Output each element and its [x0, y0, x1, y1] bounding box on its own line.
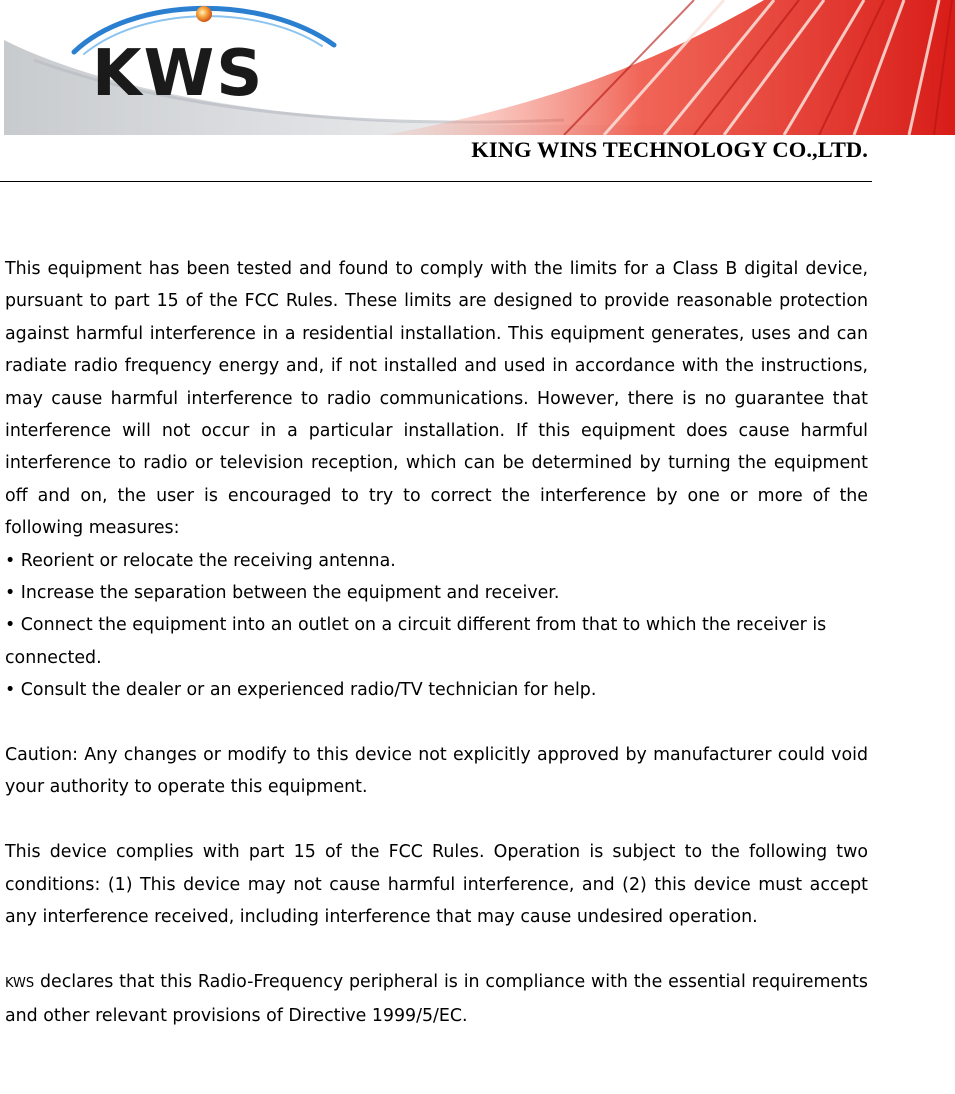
compliance-paragraph: This device complies with part 15 of the FCC Rules. Operation is subject to the following two conditions: (1) This device may not cause harmful interference, and (2) this device must accept any interference received, including interference that may cause undesired operation. [5, 842, 868, 928]
caution-paragraph: Caution: Any changes or modify to this device not explicitly approved by manufacturer could void your authority to operate this equipment. [5, 745, 868, 798]
fcc-statement-paragraph: This equipment has been tested and found to comply with the limits for a Class B digital device, pursuant to part 15 of the FCC Rules. These limits are designed to provide reasonable protection against harmful interference in a residential installation. This equipment generates, uses and can radiate radio frequency energy and, if not installed and used in accordance with the instructions, may cause harmful interference to radio communications. However, there is no guarantee that interference will not occur in a particular installation. If this equipment does cause harmful interference to radio or television reception, which can be determined by turning the equipment off and on, the user is encouraged to try to correct the interference by one or more of the following measures: [5, 259, 868, 539]
declaration-brand: KWS [5, 975, 35, 991]
measure-bullet: • Reorient or relocate the receiving antenna. [5, 550, 396, 571]
declaration-paragraph [5, 966, 868, 1033]
measure-bullet: • Connect the equipment into an outlet on a circuit different from that to which the receiver is connected. [5, 615, 827, 668]
measure-bullet: • Increase the separation between the equipment and receiver. [5, 583, 560, 604]
kws-logo: KWS [92, 37, 265, 111]
company-name: KING WINS TECHNOLOGY CO.,LTD. [471, 137, 868, 162]
header-banner [4, 0, 955, 135]
document-body [5, 253, 868, 1033]
measure-bullet: • Consult the dealer or an experienced radio/TV technician for help. [5, 680, 597, 701]
orb-icon [196, 6, 212, 22]
banner-graphic [4, 0, 955, 135]
header-divider [0, 181, 872, 182]
declaration-text: declares that this Radio-Frequency peripheral is in compliance with the essential requirements and other relevant provisions of Directive 1999/5/EC. [5, 971, 868, 1027]
